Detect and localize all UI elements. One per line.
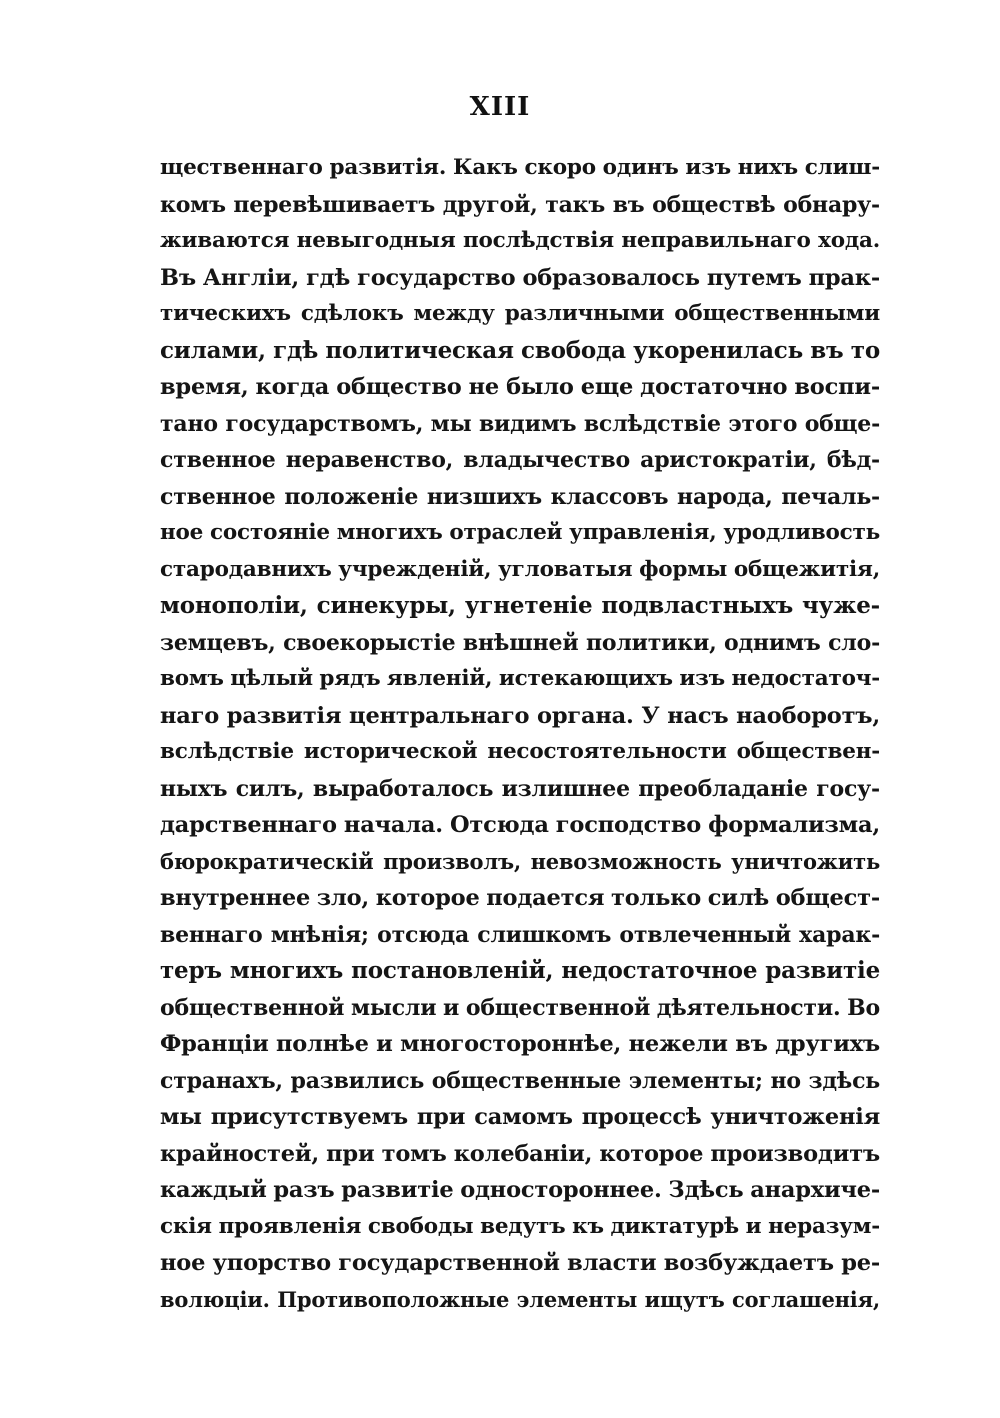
text-line: мы присутствуемъ при самомъ процессѣ уничтоженія xyxy=(160,1104,880,1130)
text-line: время, когда общество не было еще достаточно воспи- xyxy=(160,374,880,400)
text-line: вслѣдствіе исторической несостоятельности обществен- xyxy=(160,739,880,764)
text-line: щественнаго развитія. Какъ скоро одинъ изъ нихъ слиш- xyxy=(160,155,880,180)
text-line: комъ перевѣшиваетъ другой, такъ въ обществѣ обнару- xyxy=(160,191,880,218)
text-line: вомъ цѣлый рядъ явленій, истекающихъ изъ недостаточ- xyxy=(160,666,880,691)
text-line: странахъ, развились общественные элементы; но здѣсь xyxy=(160,1067,880,1094)
text-line: ное состояніе многихъ отраслей управленія, уродливость xyxy=(160,520,880,545)
text-line: волюціи. Противоположные элементы ищутъ соглашенія, xyxy=(160,1286,880,1312)
text-line: ныхъ силъ, выработалось излишнее преобладаніе госу- xyxy=(160,775,880,802)
text-line: ственное положеніе низшихъ классовъ народа, печаль- xyxy=(160,483,880,510)
text-line: монополіи, синекуры, угнетеніе подвластныхъ чуже- xyxy=(160,592,880,619)
text-line: силами, гдѣ политическая свобода укоренилась въ то xyxy=(160,336,880,364)
text-line: веннаго мнѣнія; отсюда слишкомъ отвлеченный харак- xyxy=(160,921,880,948)
text-line: общественной мысли и общественной дѣятельности. Во xyxy=(160,994,880,1021)
text-line: скія проявленія свободы ведутъ къ диктатурѣ и неразум- xyxy=(160,1213,880,1239)
text-line: каждый разъ развитіе одностороннее. Здѣсь анархиче- xyxy=(160,1177,880,1203)
text-line: земцевъ, своекорыстіе внѣшней политики, однимъ сло- xyxy=(160,629,880,656)
page-number: XIII xyxy=(469,92,531,122)
text-line: живаются невыгодныя послѣдствія неправильнаго хода. xyxy=(160,228,880,253)
text-line: Франціи полнѣе и многостороннѣе, нежели въ другихъ xyxy=(160,1031,880,1057)
text-line: дарственнаго начала. Отсюда господство формализма, xyxy=(160,812,880,838)
text-line: внутреннее зло, которое подается только силѣ общест- xyxy=(160,885,880,911)
text-line: теръ многихъ постановленій, недостаточное развитіе xyxy=(160,957,880,984)
text-line: наго развитія центральнаго органа. У насъ наоборотъ, xyxy=(160,702,880,729)
text-line: стародавнихъ учрежденій, угловатыя формы общежитія, xyxy=(160,556,880,582)
text-line: ственное неравенство, владычество аристократіи, бѣд- xyxy=(160,447,880,473)
text-line: бюрократическій произволъ, невозможность уничтожить xyxy=(160,848,880,874)
body-text xyxy=(160,150,880,1318)
text-line: тано государствомъ, мы видимъ вслѣдствіе этого обще- xyxy=(160,410,880,437)
text-line: ное упорство государственной власти возбуждаетъ ре- xyxy=(160,1250,880,1276)
text-line: Въ Англіи, гдѣ государство образовалось путемъ прак- xyxy=(160,264,880,291)
text-line: тическихъ сдѣлокъ между различными общественными xyxy=(160,301,880,326)
text-line: крайностей, при томъ колебаніи, которое производитъ xyxy=(160,1140,880,1167)
